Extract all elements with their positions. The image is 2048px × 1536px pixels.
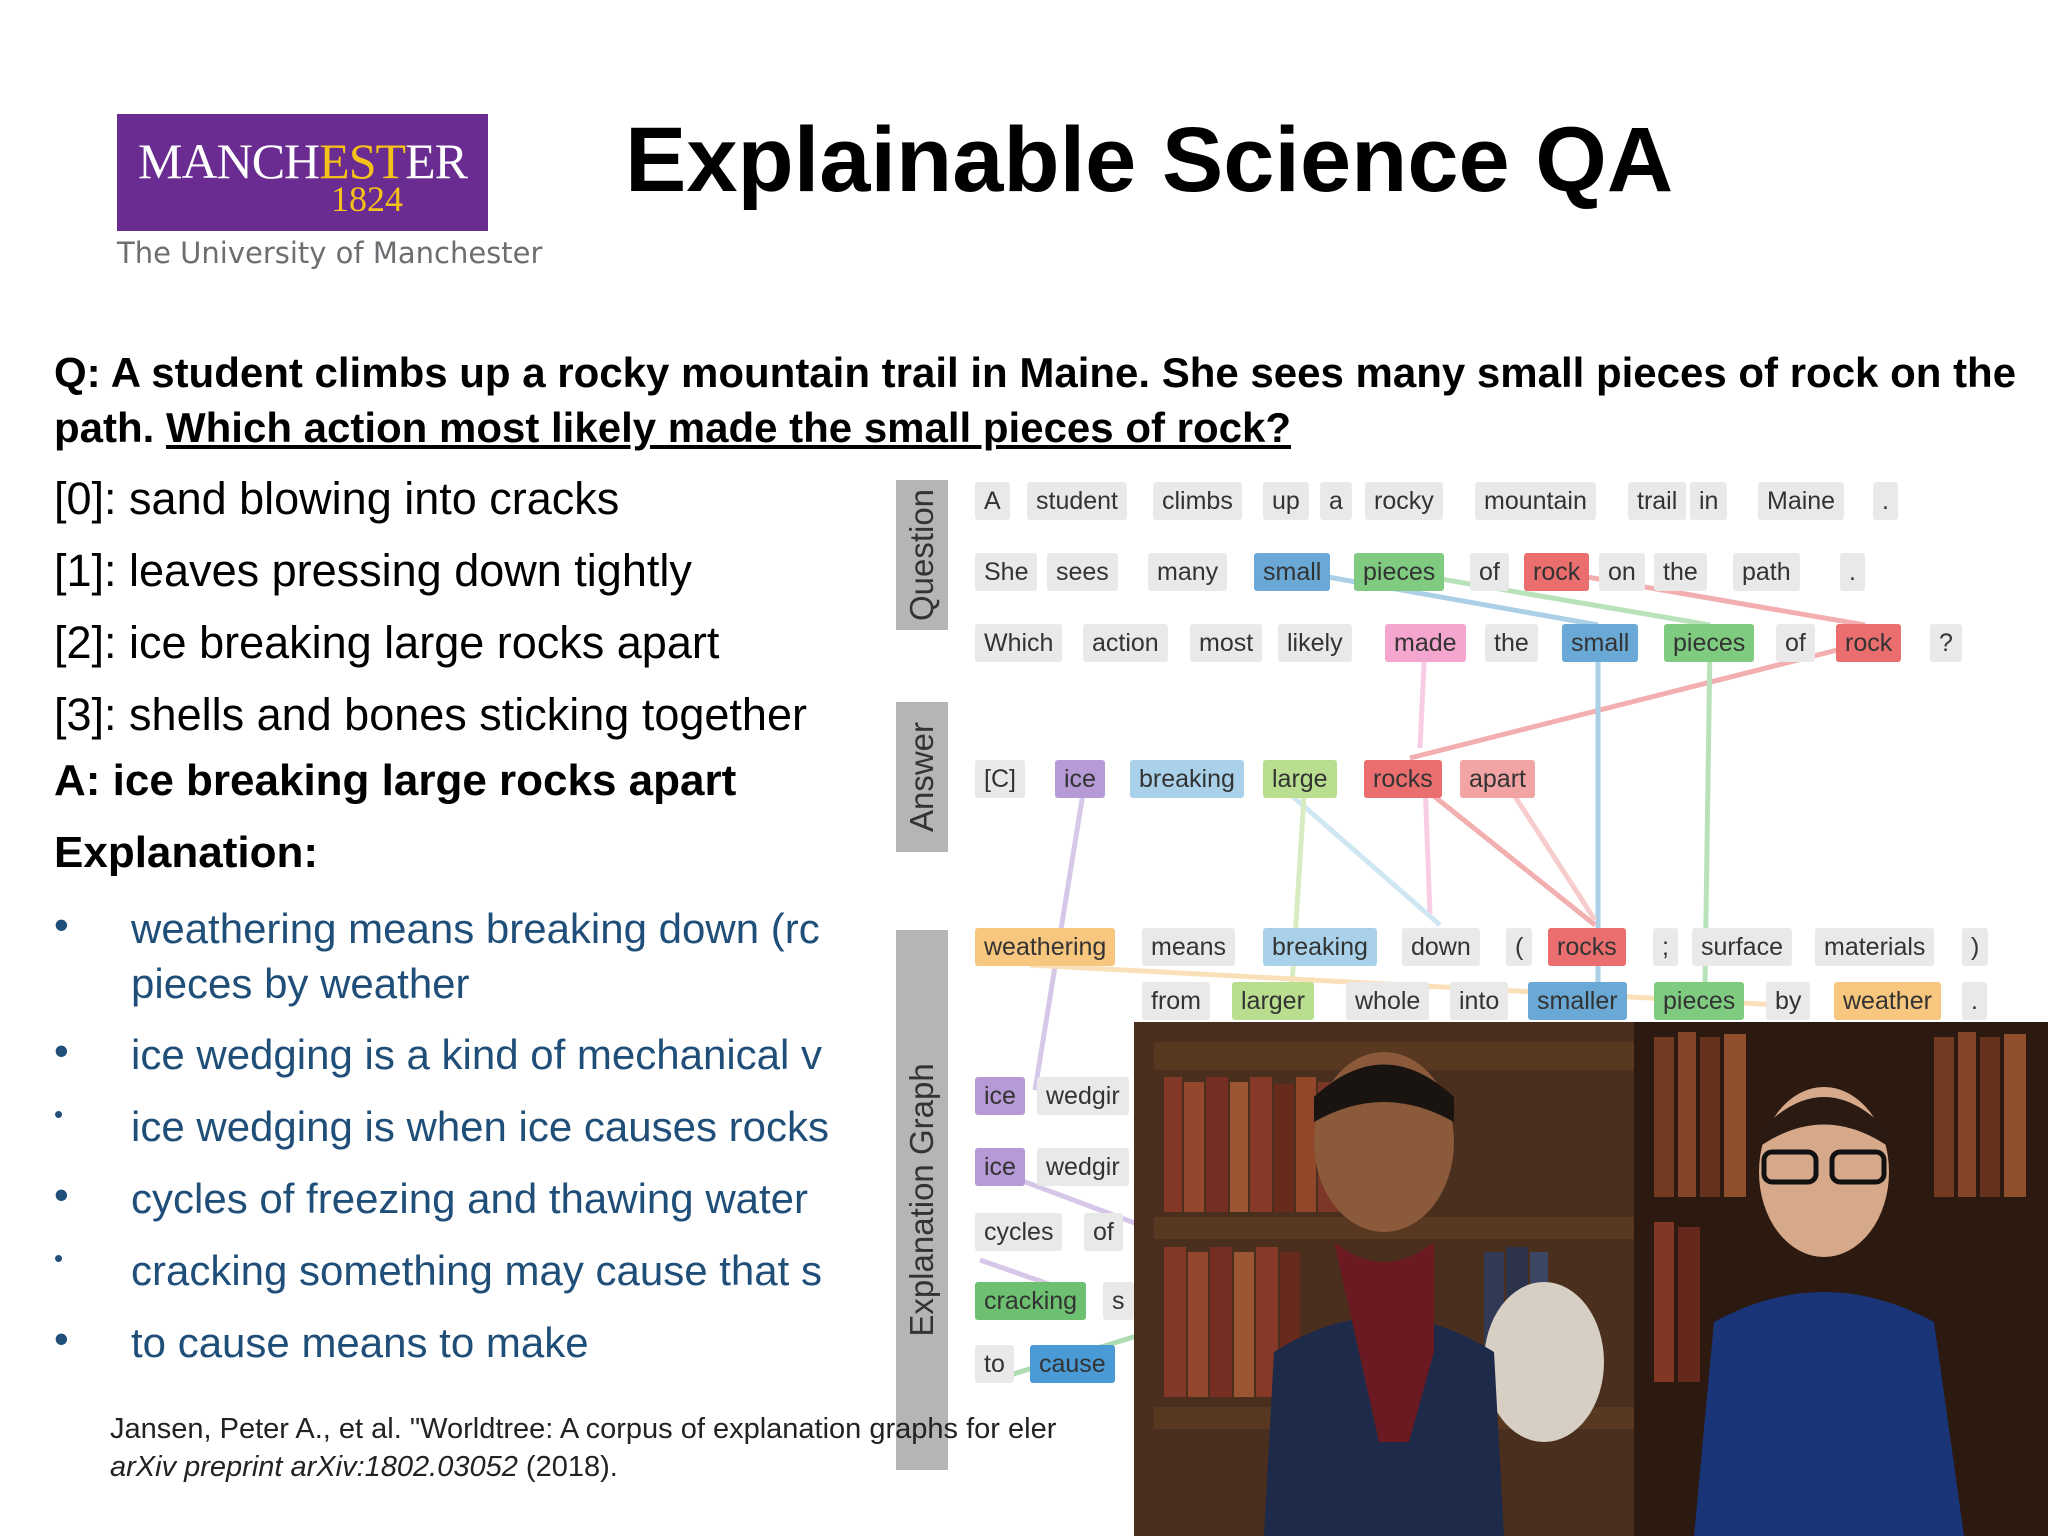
graph-token: means [1142, 928, 1235, 966]
explanation-list: • weathering means breaking down (rc pieces by weather • ice wedging is a kind of mechanical v • ice wedging is when ice causes rocks • cycles of freezing and thawing water • cracking something may cause that s • to cause means to make [54, 901, 830, 1366]
graph-token: ? [1930, 624, 1962, 662]
graph-token: ; [1653, 928, 1678, 966]
graph-token: of [1470, 553, 1509, 591]
explanation-side-label: Explanation Graph [896, 930, 948, 1470]
graph-token: path [1733, 553, 1800, 591]
graph-token: apart [1460, 760, 1535, 798]
graph-token: on [1599, 553, 1645, 591]
edge [1505, 781, 1595, 920]
graph-token: pieces [1354, 553, 1444, 591]
graph-token: larger [1232, 982, 1314, 1020]
option-2: [2]: ice breaking large rocks apart [54, 617, 720, 668]
graph-token: rocks [1364, 760, 1442, 798]
answer-text: A: ice breaking large rocks apart [54, 756, 737, 805]
citation: Jansen, Peter A., et al. "Worldtree: A corpus of explanation graphs for eler arXiv preprint arXiv:1802.03052 (2018). [110, 1413, 1057, 1483]
graph-token: trail [1628, 482, 1686, 520]
edge [1415, 781, 1595, 925]
logo-subtitle: The University of Manchester [117, 236, 543, 270]
graph-token: She [975, 553, 1037, 591]
graph-token: A [975, 482, 1010, 520]
graph-token: rock [1836, 624, 1901, 662]
presenters-image [1134, 1022, 2048, 1536]
answer-side-label: Answer [896, 702, 948, 852]
graph-token: s [1103, 1282, 1134, 1320]
graph-token: the [1485, 624, 1538, 662]
graph-token: made [1385, 624, 1466, 662]
graph-token: ice [1055, 760, 1105, 798]
graph-token: by [1766, 982, 1810, 1020]
graph-token: Which [975, 624, 1062, 662]
graph-token: rocky [1365, 482, 1443, 520]
graph-token: a [1320, 482, 1352, 520]
graph-token: of [1776, 624, 1815, 662]
graph-token: of [1084, 1213, 1123, 1251]
logo-wordmark: MANCHESTER [138, 133, 467, 189]
presenter-photo [1134, 1022, 2048, 1536]
graph-token: cycles [975, 1213, 1062, 1251]
graph-token: . [1962, 982, 1987, 1020]
graph-token: down [1402, 928, 1480, 966]
graph-token: weathering [975, 928, 1115, 966]
graph-token: climbs [1153, 482, 1242, 520]
graph-token: [C] [975, 760, 1025, 798]
graph-token: cracking [975, 1282, 1086, 1320]
explanation-label: Explanation: [54, 828, 319, 877]
graph-token: the [1654, 553, 1707, 591]
graph-token: small [1562, 624, 1638, 662]
question-text: Q: A student climbs up a rocky mountain trail in Maine. She sees many small pieces of rock on the path. Which action most likely made the small pieces of rock? [54, 349, 2017, 451]
slide-title: Explainable Science QA [625, 109, 1674, 211]
graph-token: to [975, 1345, 1014, 1383]
graph-token: . [1873, 482, 1898, 520]
graph-token: into [1450, 982, 1508, 1020]
graph-token: ) [1962, 928, 1988, 966]
graph-token: large [1263, 760, 1337, 798]
graph-token: up [1263, 482, 1309, 520]
option-1: [1]: leaves pressing down tightly [54, 545, 692, 596]
graph-token: many [1148, 553, 1227, 591]
graph-token: small [1254, 553, 1330, 591]
graph-token: sees [1047, 553, 1118, 591]
graph-token: pieces [1654, 982, 1744, 1020]
graph-token: student [1027, 482, 1127, 520]
option-0: [0]: sand blowing into cracks [54, 473, 620, 524]
graph-token: Maine [1758, 482, 1844, 520]
graph-token: rocks [1548, 928, 1626, 966]
graph-token: likely [1278, 624, 1352, 662]
graph-token: . [1840, 553, 1865, 591]
graph-token: action [1083, 624, 1168, 662]
graph-token: ice [975, 1077, 1025, 1115]
graph-token: smaller [1528, 982, 1627, 1020]
graph-token: ice [975, 1148, 1025, 1186]
graph-token: pieces [1664, 624, 1754, 662]
graph-token: wedgir [1037, 1148, 1129, 1186]
graph-token: surface [1692, 928, 1792, 966]
graph-token: ( [1506, 928, 1532, 966]
graph-token: in [1690, 482, 1727, 520]
graph-token: cause [1030, 1345, 1115, 1383]
graph-token: breaking [1130, 760, 1244, 798]
graph-token: most [1190, 624, 1262, 662]
graph-token: rock [1524, 553, 1589, 591]
option-3: [3]: shells and bones sticking together [54, 689, 807, 740]
graph-token: weather [1834, 982, 1941, 1020]
question-side-label: Question [896, 480, 948, 630]
graph-token: wedgir [1037, 1077, 1129, 1115]
logo-year: 1824 [331, 179, 403, 219]
graph-token: breaking [1263, 928, 1377, 966]
graph-token: materials [1815, 928, 1934, 966]
graph-token: whole [1346, 982, 1429, 1020]
edge [1425, 781, 1430, 915]
graph-token: mountain [1475, 482, 1596, 520]
graph-token: from [1142, 982, 1210, 1020]
